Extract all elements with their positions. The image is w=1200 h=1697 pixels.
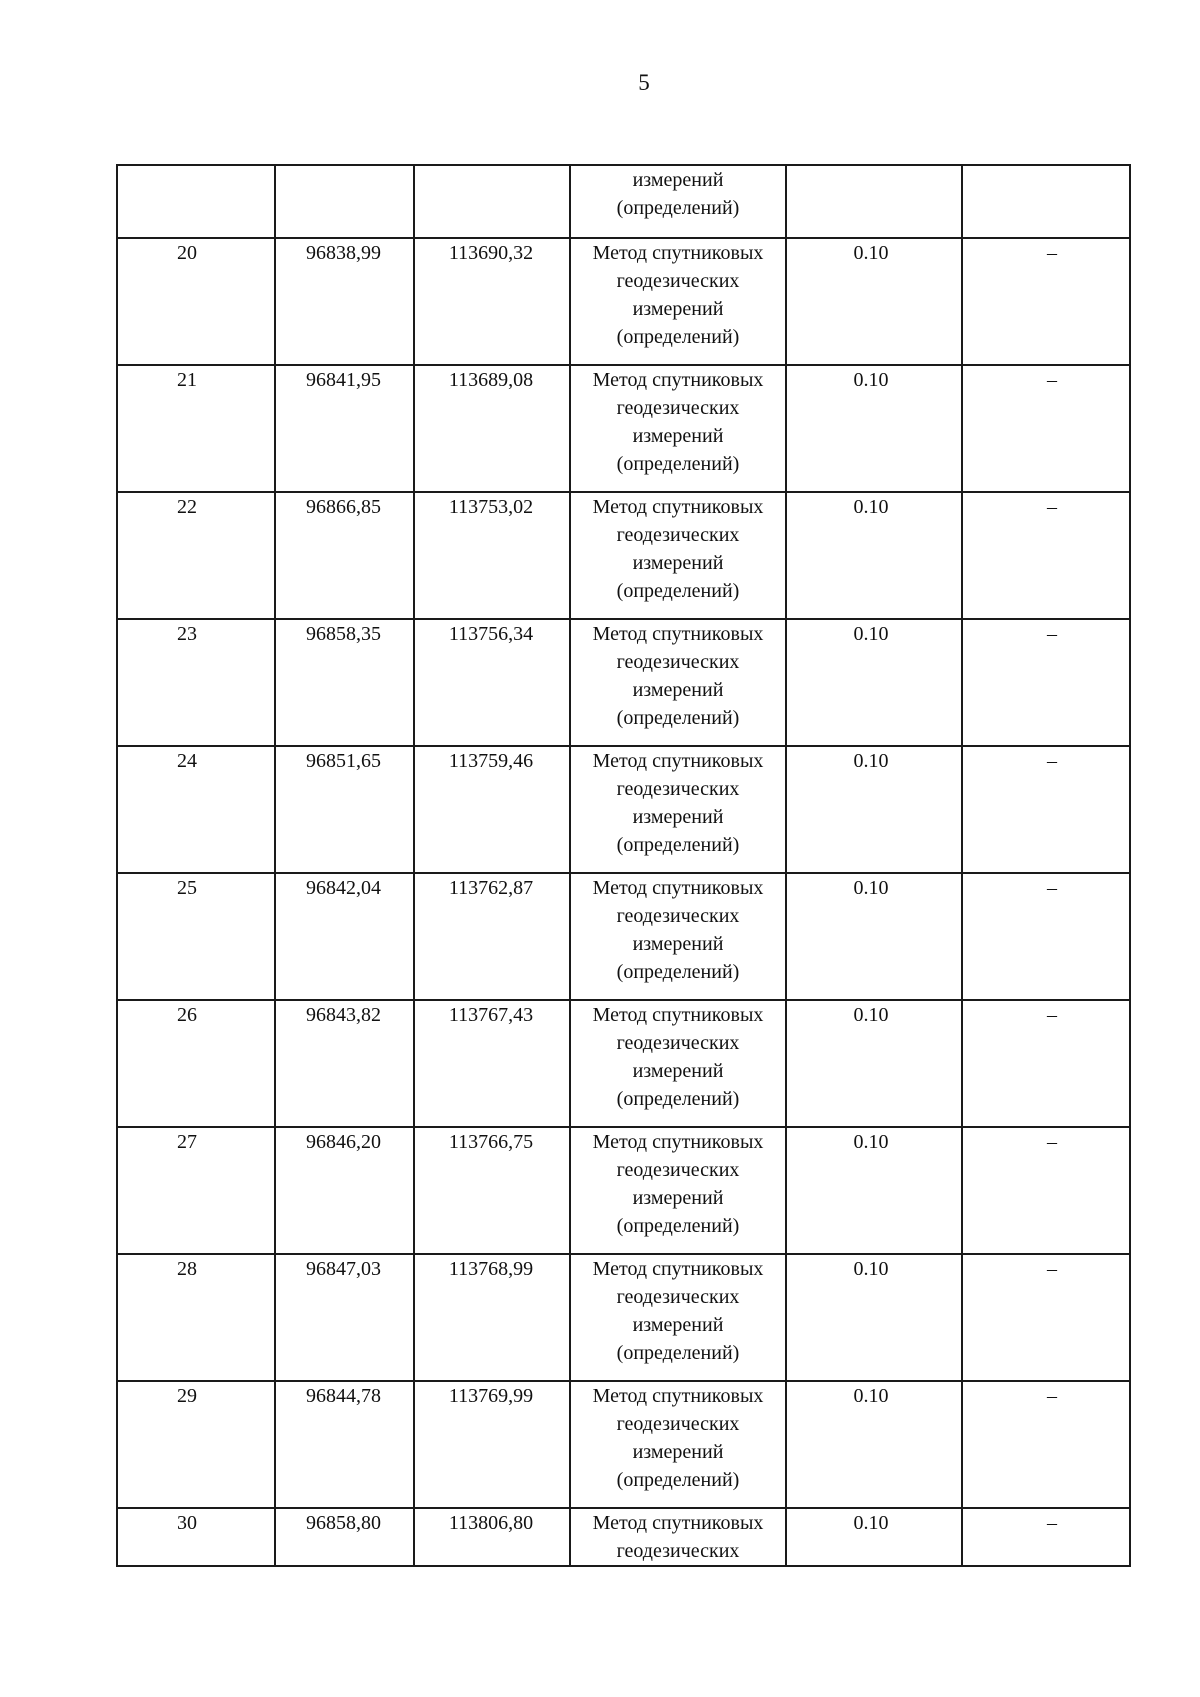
cell-precision: 0.10	[786, 492, 962, 619]
cell-method	[570, 238, 786, 365]
cell-precision	[786, 165, 962, 238]
cell-x	[275, 165, 414, 238]
method-line: геодезических	[616, 1159, 740, 1181]
method-line: (определений)	[616, 453, 740, 475]
table-row	[117, 1000, 1130, 1127]
cell-x: 96838,99	[275, 238, 414, 365]
cell-note: –	[962, 873, 1130, 1000]
cell-x: 96858,80	[275, 1508, 414, 1566]
cell-x: 96843,82	[275, 1000, 414, 1127]
method-line: (определений)	[616, 961, 740, 983]
method-line: Метод спутниковых	[592, 369, 764, 391]
cell-num: 28	[117, 1254, 275, 1381]
method-line: (определений)	[616, 580, 740, 602]
table-row	[117, 492, 1130, 619]
cell-x: 96847,03	[275, 1254, 414, 1381]
cell-method	[570, 492, 786, 619]
method-line: измерений	[632, 298, 724, 320]
method-line: (определений)	[616, 1215, 740, 1237]
cell-num	[117, 165, 275, 238]
cell-num: 27	[117, 1127, 275, 1254]
cell-note: –	[962, 619, 1130, 746]
cell-precision: 0.10	[786, 1127, 962, 1254]
cell-x: 96846,20	[275, 1127, 414, 1254]
cell-precision: 0.10	[786, 365, 962, 492]
method-line: (определений)	[616, 834, 740, 856]
method-line: Метод спутниковых	[592, 1131, 764, 1153]
method-line: геодезических	[616, 651, 740, 673]
cell-x: 96858,35	[275, 619, 414, 746]
cell-num: 22	[117, 492, 275, 619]
method-line: (определений)	[616, 1342, 740, 1364]
cell-precision: 0.10	[786, 873, 962, 1000]
cell-num: 26	[117, 1000, 275, 1127]
coordinates-table	[116, 164, 1131, 1567]
cell-note	[962, 165, 1130, 238]
cell-y: 113759,46	[414, 746, 570, 873]
method-line: измерений	[632, 679, 724, 701]
cell-method	[570, 165, 786, 238]
table-row	[117, 746, 1130, 873]
method-line: (определений)	[616, 326, 740, 348]
cell-note: –	[962, 492, 1130, 619]
cell-method	[570, 1381, 786, 1508]
cell-method	[570, 746, 786, 873]
method-line: геодезических	[616, 905, 740, 927]
cell-y: 113806,80	[414, 1508, 570, 1566]
cell-y: 113756,34	[414, 619, 570, 746]
cell-num: 30	[117, 1508, 275, 1566]
method-line: Метод спутниковых	[592, 1004, 764, 1026]
cell-note: –	[962, 1000, 1130, 1127]
method-line: (определений)	[616, 707, 740, 729]
method-line: геодезических	[616, 1032, 740, 1054]
method-line: Метод спутниковых	[592, 242, 764, 264]
cell-num: 21	[117, 365, 275, 492]
cell-y: 113768,99	[414, 1254, 570, 1381]
cell-method	[570, 873, 786, 1000]
cell-x: 96841,95	[275, 365, 414, 492]
cell-num: 20	[117, 238, 275, 365]
cell-x: 96851,65	[275, 746, 414, 873]
method-line: измерений	[632, 1187, 724, 1209]
cell-method	[570, 1254, 786, 1381]
cell-y: 113690,32	[414, 238, 570, 365]
method-line: Метод спутниковых	[592, 750, 764, 772]
method-line: измерений	[632, 1060, 724, 1082]
method-line: измерений	[632, 552, 724, 574]
method-line: Метод спутниковых	[592, 1512, 764, 1534]
cell-method	[570, 1508, 786, 1566]
method-line: геодезических	[616, 397, 740, 419]
cell-precision: 0.10	[786, 619, 962, 746]
table-body	[117, 165, 1130, 1566]
cell-precision: 0.10	[786, 238, 962, 365]
method-line: (определений)	[616, 1088, 740, 1110]
cell-x: 96842,04	[275, 873, 414, 1000]
method-line: геодезических	[616, 270, 740, 292]
cell-note: –	[962, 1127, 1130, 1254]
cell-method	[570, 1127, 786, 1254]
cell-note: –	[962, 1381, 1130, 1508]
table-row	[117, 1381, 1130, 1508]
method-line: измерений	[632, 806, 724, 828]
cell-method	[570, 365, 786, 492]
cell-num: 24	[117, 746, 275, 873]
cell-note: –	[962, 238, 1130, 365]
method-line: измерений	[632, 169, 724, 191]
cell-num: 23	[117, 619, 275, 746]
cell-y: 113689,08	[414, 365, 570, 492]
cell-precision: 0.10	[786, 1254, 962, 1381]
table-row	[117, 619, 1130, 746]
page-number: 5	[638, 70, 650, 95]
cell-y	[414, 165, 570, 238]
method-line: измерений	[632, 425, 724, 447]
cell-num: 29	[117, 1381, 275, 1508]
table-row	[117, 873, 1130, 1000]
cell-note: –	[962, 365, 1130, 492]
cell-precision: 0.10	[786, 1000, 962, 1127]
method-line: геодезических	[616, 1286, 740, 1308]
table-row	[117, 238, 1130, 365]
cell-precision: 0.10	[786, 1381, 962, 1508]
method-line: измерений	[632, 933, 724, 955]
table-row	[117, 365, 1130, 492]
table-row	[117, 1254, 1130, 1381]
cell-note: –	[962, 1508, 1130, 1566]
method-line: Метод спутниковых	[592, 1385, 764, 1407]
cell-x: 96844,78	[275, 1381, 414, 1508]
method-line: Метод спутниковых	[592, 623, 764, 645]
method-line: измерений	[632, 1441, 724, 1463]
cell-precision: 0.10	[786, 746, 962, 873]
cell-y: 113753,02	[414, 492, 570, 619]
cell-y: 113769,99	[414, 1381, 570, 1508]
cell-method	[570, 619, 786, 746]
method-line: измерений	[632, 1314, 724, 1336]
cell-y: 113762,87	[414, 873, 570, 1000]
table-row-continued	[117, 165, 1130, 238]
cell-y: 113767,43	[414, 1000, 570, 1127]
cell-method	[570, 1000, 786, 1127]
method-line: геодезических	[616, 1540, 740, 1562]
table-row	[117, 1508, 1130, 1566]
cell-note: –	[962, 1254, 1130, 1381]
table-row	[117, 1127, 1130, 1254]
cell-precision: 0.10	[786, 1508, 962, 1566]
method-line: Метод спутниковых	[592, 1258, 764, 1280]
cell-num: 25	[117, 873, 275, 1000]
method-line: (определений)	[616, 197, 740, 219]
method-line: (определений)	[616, 1469, 740, 1491]
cell-note: –	[962, 746, 1130, 873]
cell-y: 113766,75	[414, 1127, 570, 1254]
method-line: геодезических	[616, 778, 740, 800]
method-line: Метод спутниковых	[592, 877, 764, 899]
cell-x: 96866,85	[275, 492, 414, 619]
method-line: Метод спутниковых	[592, 496, 764, 518]
method-line: геодезических	[616, 524, 740, 546]
method-line: геодезических	[616, 1413, 740, 1435]
